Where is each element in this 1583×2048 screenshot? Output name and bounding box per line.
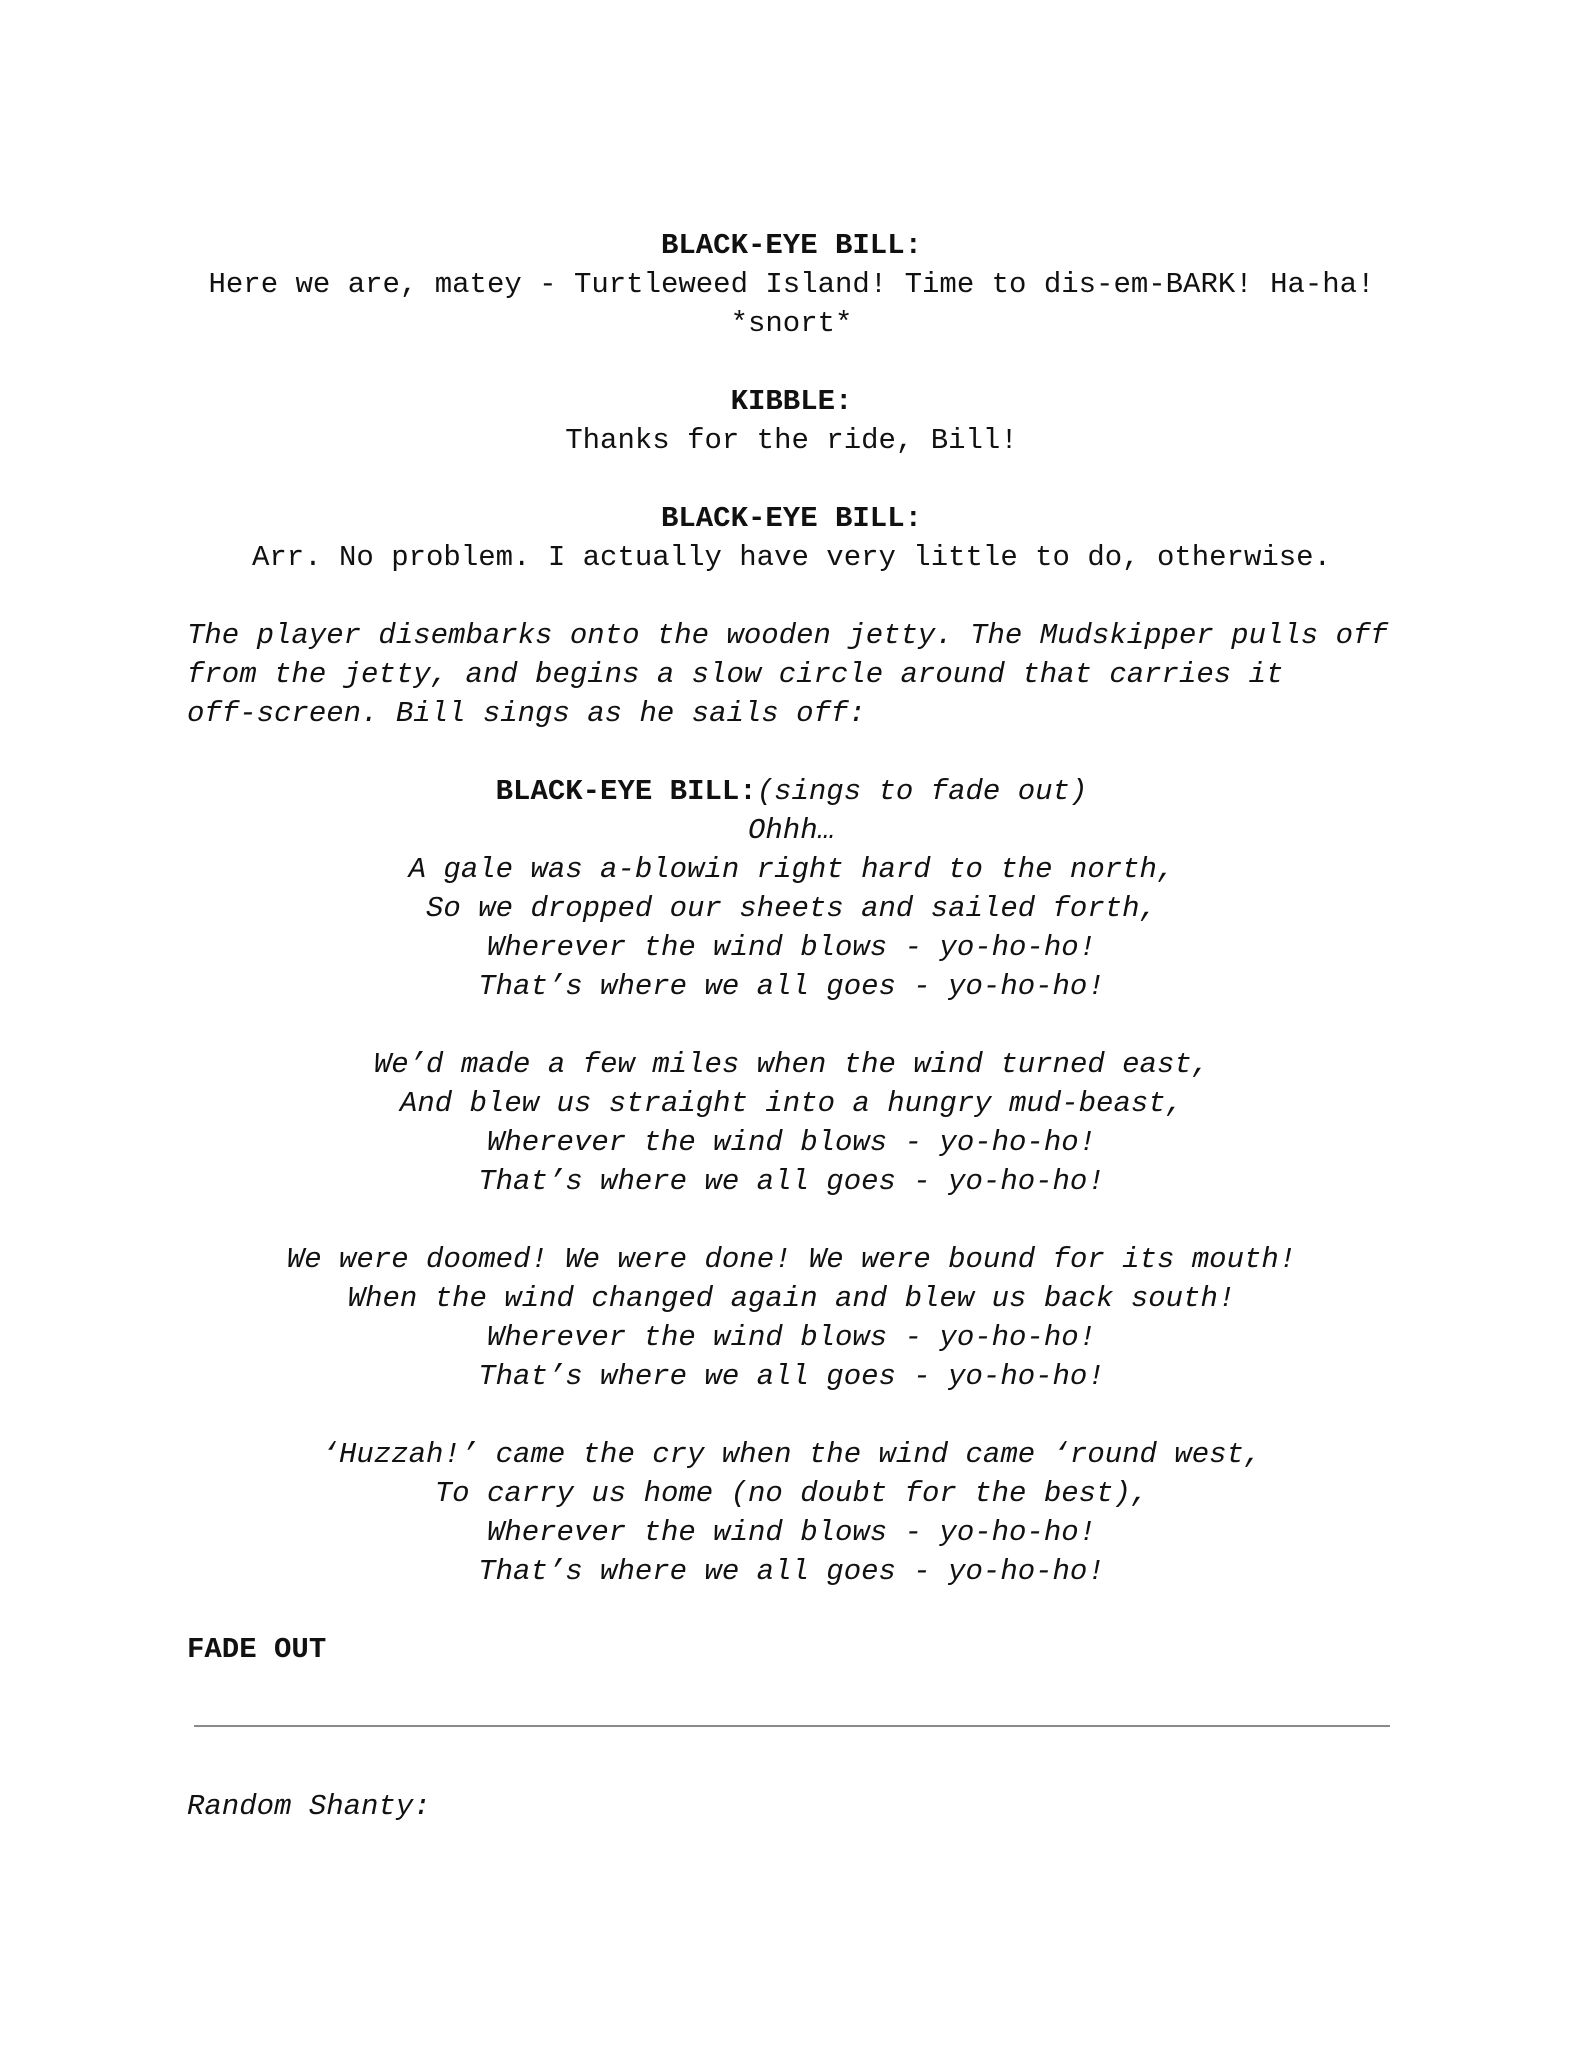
song-intro: Ohhh… [747, 814, 835, 847]
song-line: So we dropped our sheets and sailed forth, [426, 892, 1157, 925]
song-line: Wherever the wind blows - yo-ho-ho! [486, 1321, 1097, 1354]
song-line: That’s where we all goes - yo-ho-ho! [478, 1165, 1105, 1198]
speaker-name: KIBBLE: [730, 385, 853, 418]
section-title: Random Shanty: [187, 1790, 431, 1823]
song-line: We’d made a few miles when the wind turned east, [373, 1048, 1210, 1081]
song-line: ‘Huzzah!’ came the cry when the wind came ‘round west, [321, 1438, 1262, 1471]
transition: FADE OUT [187, 1633, 327, 1666]
song-line: Wherever the wind blows - yo-ho-ho! [486, 1516, 1097, 1549]
song-line: And blew us straight into a hungry mud-beast, [399, 1087, 1184, 1120]
song-line: That’s where we all goes - yo-ho-ho! [478, 1555, 1105, 1588]
dialogue-line: Here we are, matey - Turtleweed Island! Time to dis-em-BARK! Ha-ha! [208, 268, 1375, 301]
song-line: To carry us home (no doubt for the best), [434, 1477, 1149, 1510]
speaker-name: BLACK-EYE BILL: [660, 229, 923, 262]
action-line: from the jetty, and begins a slow circle around that carries it [187, 658, 1284, 691]
dialogue-line: Thanks for the ride, Bill! [565, 424, 1018, 457]
section-divider [194, 1725, 1390, 1727]
action-line: off-screen. Bill sings as he sails off: [187, 697, 866, 730]
song-line: Wherever the wind blows - yo-ho-ho! [486, 1126, 1097, 1159]
dialogue-line: Arr. No problem. I actually have very little to do, otherwise. [252, 541, 1331, 574]
song-heading [0, 772, 1583, 811]
song-line: A gale was a-blowin right hard to the north, [408, 853, 1175, 886]
dialogue-line: *snort* [730, 307, 853, 340]
speaker-name: BLACK-EYE BILL: [495, 775, 757, 808]
song-line: That’s where we all goes - yo-ho-ho! [478, 1360, 1105, 1393]
action-line: The player disembarks onto the wooden jetty. The Mudskipper pulls off [187, 619, 1388, 652]
speaker-name: BLACK-EYE BILL: [660, 502, 923, 535]
song-line: When the wind changed again and blew us back south! [347, 1282, 1236, 1315]
song-line: We were doomed! We were done! We were bound for its mouth! [286, 1243, 1297, 1276]
stage-direction: (sings to fade out) [756, 775, 1088, 808]
song-line: That’s where we all goes - yo-ho-ho! [478, 970, 1105, 1003]
song-line: Wherever the wind blows - yo-ho-ho! [486, 931, 1097, 964]
